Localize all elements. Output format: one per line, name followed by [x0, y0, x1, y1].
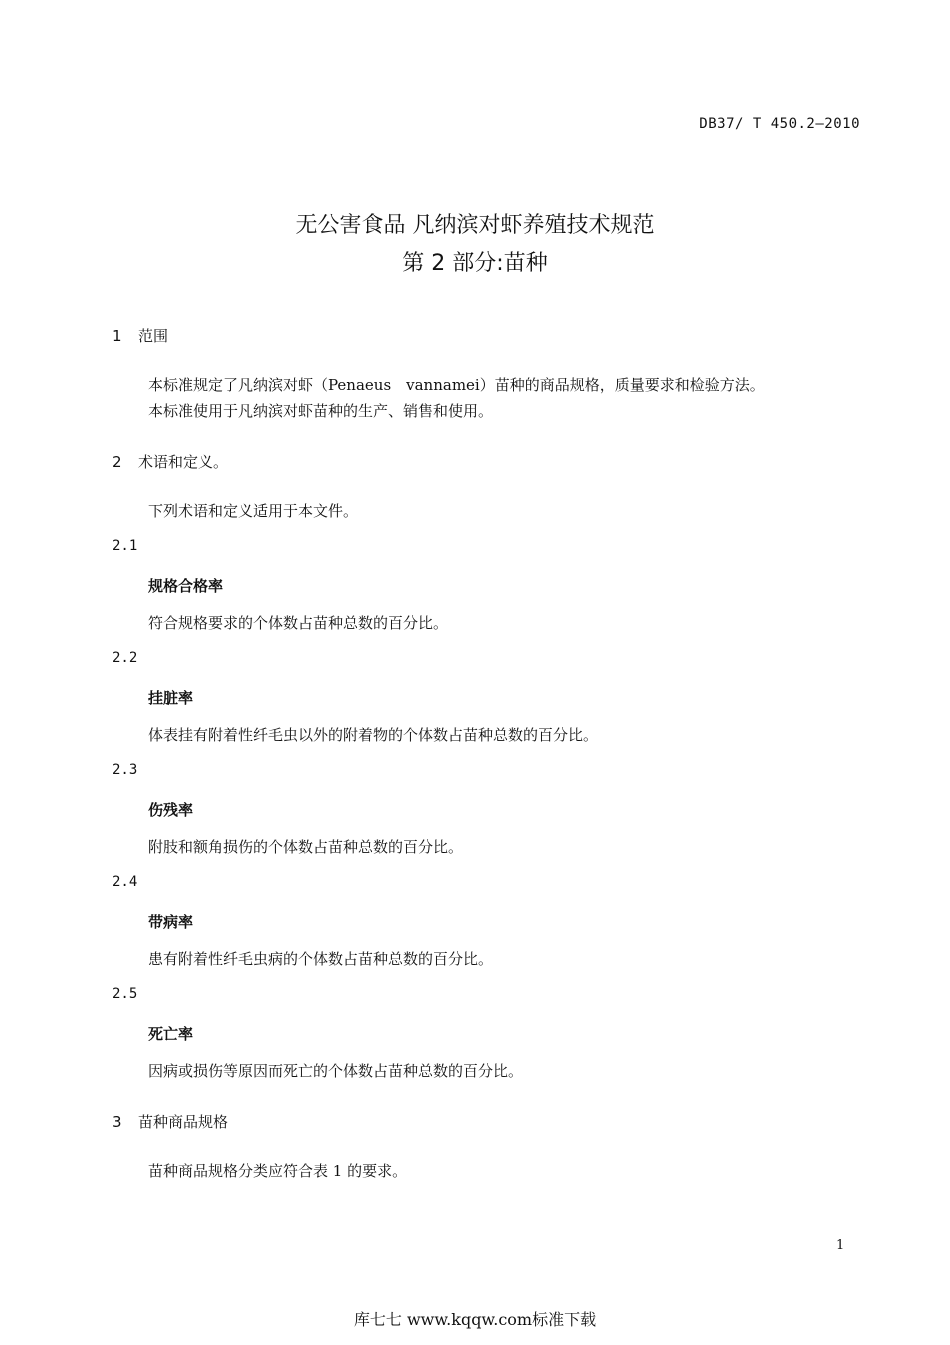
term-number: 2.1	[112, 538, 138, 554]
term-name: 带病率	[148, 913, 194, 931]
term-name: 规格合格率	[148, 577, 224, 595]
paragraph: 本标准规定了凡纳滨对虾（Penaeus vannamei）苗种的商品规格，质量要求和检验方法。	[148, 376, 765, 394]
section-number: 1	[112, 327, 122, 345]
section-title: 术语和定义。	[138, 453, 229, 471]
term-name: 死亡率	[148, 1025, 194, 1043]
section-title: 范围	[138, 327, 169, 345]
document-title: 无公害食品 凡纳滨对虾养殖技术规范	[295, 213, 655, 238]
term-number: 2.3	[112, 762, 138, 778]
paragraph: 本标准使用于凡纳滨对虾苗种的生产、销售和使用。	[148, 402, 494, 420]
paragraph: 苗种商品规格分类应符合表 1 的要求。	[148, 1162, 408, 1180]
term-name: 挂脏率	[148, 689, 194, 707]
term-definition: 符合规格要求的个体数占苗种总数的百分比。	[148, 614, 449, 632]
term-definition: 因病或损伤等原因而死亡的个体数占苗种总数的百分比。	[148, 1062, 524, 1080]
section-number: 3	[112, 1113, 122, 1131]
term-name: 伤残率	[148, 801, 194, 819]
page-number: 1	[836, 1238, 845, 1253]
footer-watermark: 库七七 www.kqqw.com标准下载	[353, 1310, 597, 1329]
standard-code: DB37/ T 450.2—2010	[699, 116, 860, 132]
term-number: 2.2	[112, 650, 138, 666]
section-number: 2	[112, 453, 122, 471]
section-title: 苗种商品规格	[138, 1113, 229, 1131]
term-number: 2.4	[112, 874, 138, 890]
term-definition: 患有附着性纤毛虫病的个体数占苗种总数的百分比。	[148, 950, 494, 968]
section-3-heading	[112, 1111, 228, 1132]
section-1-heading	[112, 325, 168, 346]
paragraph: 下列术语和定义适用于本文件。	[148, 502, 359, 520]
term-definition: 体表挂有附着性纤毛虫以外的附着物的个体数占苗种总数的百分比。	[148, 726, 599, 744]
section-2-heading	[112, 451, 228, 472]
term-definition: 附肢和额角损伤的个体数占苗种总数的百分比。	[148, 838, 464, 856]
term-number: 2.5	[112, 986, 138, 1002]
document-subtitle: 第 2 部分:苗种	[402, 251, 548, 276]
